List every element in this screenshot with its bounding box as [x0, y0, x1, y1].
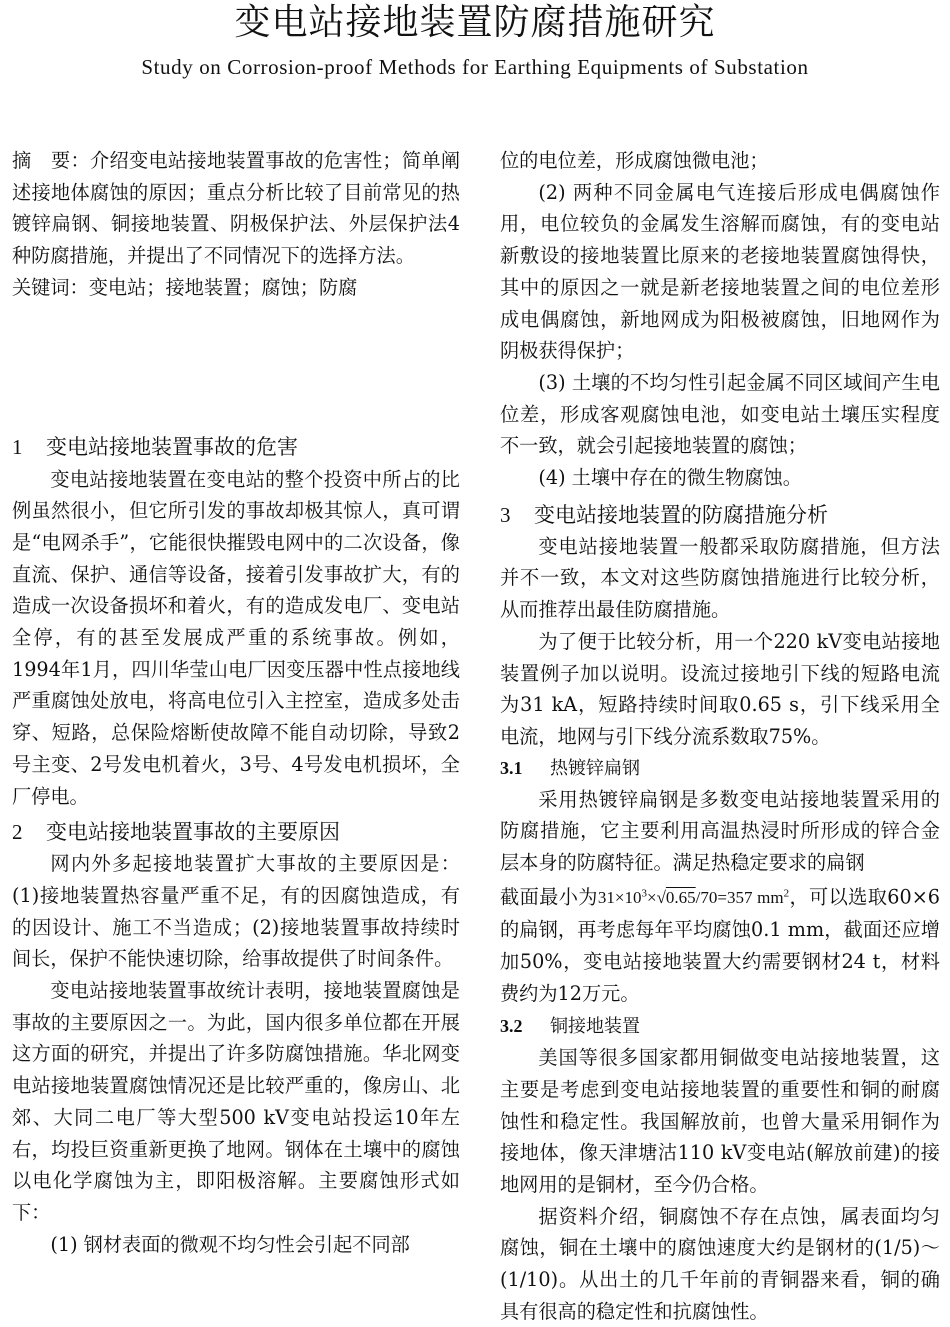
- keywords: [12, 272, 460, 304]
- formula-exponent: 3: [641, 887, 647, 900]
- formula-times: ×: [646, 888, 657, 908]
- section-3-heading: [500, 499, 940, 531]
- corrosion-item-4: (4) 土壤中存在的微生物腐蚀。: [538, 466, 802, 490]
- subsection-number: 3.2: [500, 1016, 523, 1037]
- corrosion-item-1-start: (1) 钢材表面的微观不均匀性会引起不同部: [50, 1232, 410, 1256]
- corrosion-item-1-end: 位的电位差，形成腐蚀微电池；: [500, 149, 769, 172]
- corrosion-item-3: (3) 土壤的不均匀性引起金属不同区域间产生电位差，形成客观腐蚀电池，如变电站土壤压实程度不一致，就会引起接地装置的腐蚀；: [500, 370, 940, 458]
- keywords-text: 变电站；接地装置；腐蚀；防腐: [88, 275, 358, 299]
- section-title: 变电站接地装置的防腐措施分析: [534, 502, 828, 527]
- left-column: [12, 145, 460, 1260]
- formula-radicand: 0.65: [665, 888, 696, 908]
- section-title: 变电站接地装置事故的主要原因: [46, 820, 340, 845]
- section-number: 2: [12, 820, 23, 845]
- section-number: 1: [12, 434, 23, 459]
- formula-unit-exponent: 2: [783, 887, 790, 900]
- section-1-paragraph: 变电站接地装置在变电站的整个投资中所占的比例虽然很小，但它所引发的事故却极其惊人，真可谓是“电网杀手”，它能很快摧毁电网中的二次设备，像直流、保护、通信等设备，接着引发事故扩大，有的造成一次设备损坏和着火，有的造成发电厂、变电站全停，有的甚至发展成严重的系统事故。例如，1994年1月，四川华莹山电厂因变压器中性点接地线严重腐蚀处放电，将高电位引入主控室，造成多处击穿、短路，总保险熔断使故障不能自动切除，导致2号主变、2号发电机着火，3号、4号发电机损坏，全厂停电。: [12, 467, 460, 808]
- subsection-title: 铜接地装置: [550, 1016, 640, 1038]
- subsection-title: 热镀锌扁钢: [550, 757, 640, 779]
- subsection-number: 3.1: [500, 757, 523, 778]
- paper-title: 变电站接地装置防腐措施研究: [234, 2, 716, 43]
- formula: [598, 888, 789, 907]
- abstract-text: 介绍变电站接地装置事故的危害性；简单阐述接地体腐蚀的原因；重点分析比较了目前常见的热镀锌扁钢、铜接地装置、阴极保护法、外层保护法4种防腐措施，并提出了不同情况下的选择方法。: [12, 149, 461, 268]
- section-3-paragraph-1: 变电站接地装置一般都采取防腐措施，但方法并不一致，本文对这些防腐蚀措施进行比较分析，从而推荐出最佳防腐措施。: [500, 534, 940, 622]
- section-2-paragraph-1: 网内外多起接地装置扩大事故的主要原因是：(1)接地装置热容量严重不足，有的因腐蚀造成，有的因设计、施工不当造成；(2)接地装置事故持续时间长，保护不能快速切除，给事故提供了时间条件。: [12, 852, 460, 971]
- section-number: 3: [500, 502, 511, 527]
- section-1-heading: [12, 431, 460, 463]
- section-3-1-paragraph-2: [500, 879, 940, 1009]
- abstract-label: 摘 要：: [12, 149, 90, 172]
- section-3-1-heading: [500, 753, 940, 784]
- formula-prefix: 截面最小为: [500, 885, 598, 909]
- sqrt-icon: √: [656, 888, 666, 908]
- corrosion-item-2: (2) 两种不同金属电气连接后形成电偶腐蚀作用，电位较负的金属发生溶解而腐蚀，有的变电站新敷设的接地装置比原来的老接地装置腐蚀得快，其中的原因之一就是新老接地装置之间的电位差形成电偶腐蚀，新地网成为阳极被腐蚀，旧地网作为阴极获得保护；: [500, 180, 940, 363]
- section-2-heading: [12, 816, 460, 848]
- paper-subtitle: Study on Corrosion-proof Methods for Earthing Equipments of Substation: [141, 55, 809, 79]
- section-3-2-paragraph-2: 据资料介绍，铜腐蚀不存在点蚀，属表面均匀腐蚀，铜在土壤中的腐蚀速度大约是钢材的(1/5)～(1/10)。从出土的几千年前的青铜器来看，铜的确具有很高的稳定性和抗腐蚀性。: [500, 1204, 940, 1323]
- section-3-2-heading: [500, 1011, 940, 1042]
- section-title: 变电站接地装置事故的危害: [46, 434, 298, 459]
- abstract: [12, 145, 460, 272]
- section-3-paragraph-2: 为了便于比较分析，用一个220 kV变电站接地装置例子加以说明。设流过接地引下线的短路电流为31 kA，短路持续时间取0.65 s，引下线采用全电流，地网与引下线分流系数取75%。: [500, 629, 940, 748]
- section-3-1-paragraph-1: 采用热镀锌扁钢是多数变电站接地装置采用的防腐措施，它主要利用高温热浸时所形成的锌合金层本身的防腐特征。满足热稳定要求的扁钢: [500, 787, 940, 875]
- right-column: [500, 145, 940, 1327]
- formula-part-c: /70=357 mm: [695, 888, 784, 908]
- section-3-2-paragraph-1: 美国等很多国家都用铜做变电站接地装置，这主要是考虑到变电站接地装置的重要性和铜的耐腐蚀性和稳定性。我国解放前，也曾大量采用铜作为接地体，像天津塘沽110 kV变电站(解放前建)的接地网用的是铜材，至今仍合格。: [500, 1046, 940, 1197]
- formula-part-a: 31×10: [597, 888, 642, 908]
- formula-suffix: ，可以选取60×6的扁钢，再考虑每年平均腐蚀0.1 mm，截面还应增加50%，变电站接地装置大约需要钢材24 t，材料费约为12万元。: [500, 885, 941, 1005]
- keywords-label: 关键词：: [12, 275, 89, 299]
- section-2-paragraph-2: 变电站接地装置事故统计表明，接地装置腐蚀是事故的主要原因之一。为此，国内很多单位都在开展这方面的研究，并提出了许多防腐蚀措施。华北网变电站接地装置腐蚀情况还是比较严重的，像房山、北郊、大同二电厂等大型500 kV变电站投运10年左右，均投巨资重新更换了地网。钢体在土壤中的腐蚀以电化学腐蚀为主，即阳极溶解。主要腐蚀形式如下：: [12, 979, 460, 1224]
